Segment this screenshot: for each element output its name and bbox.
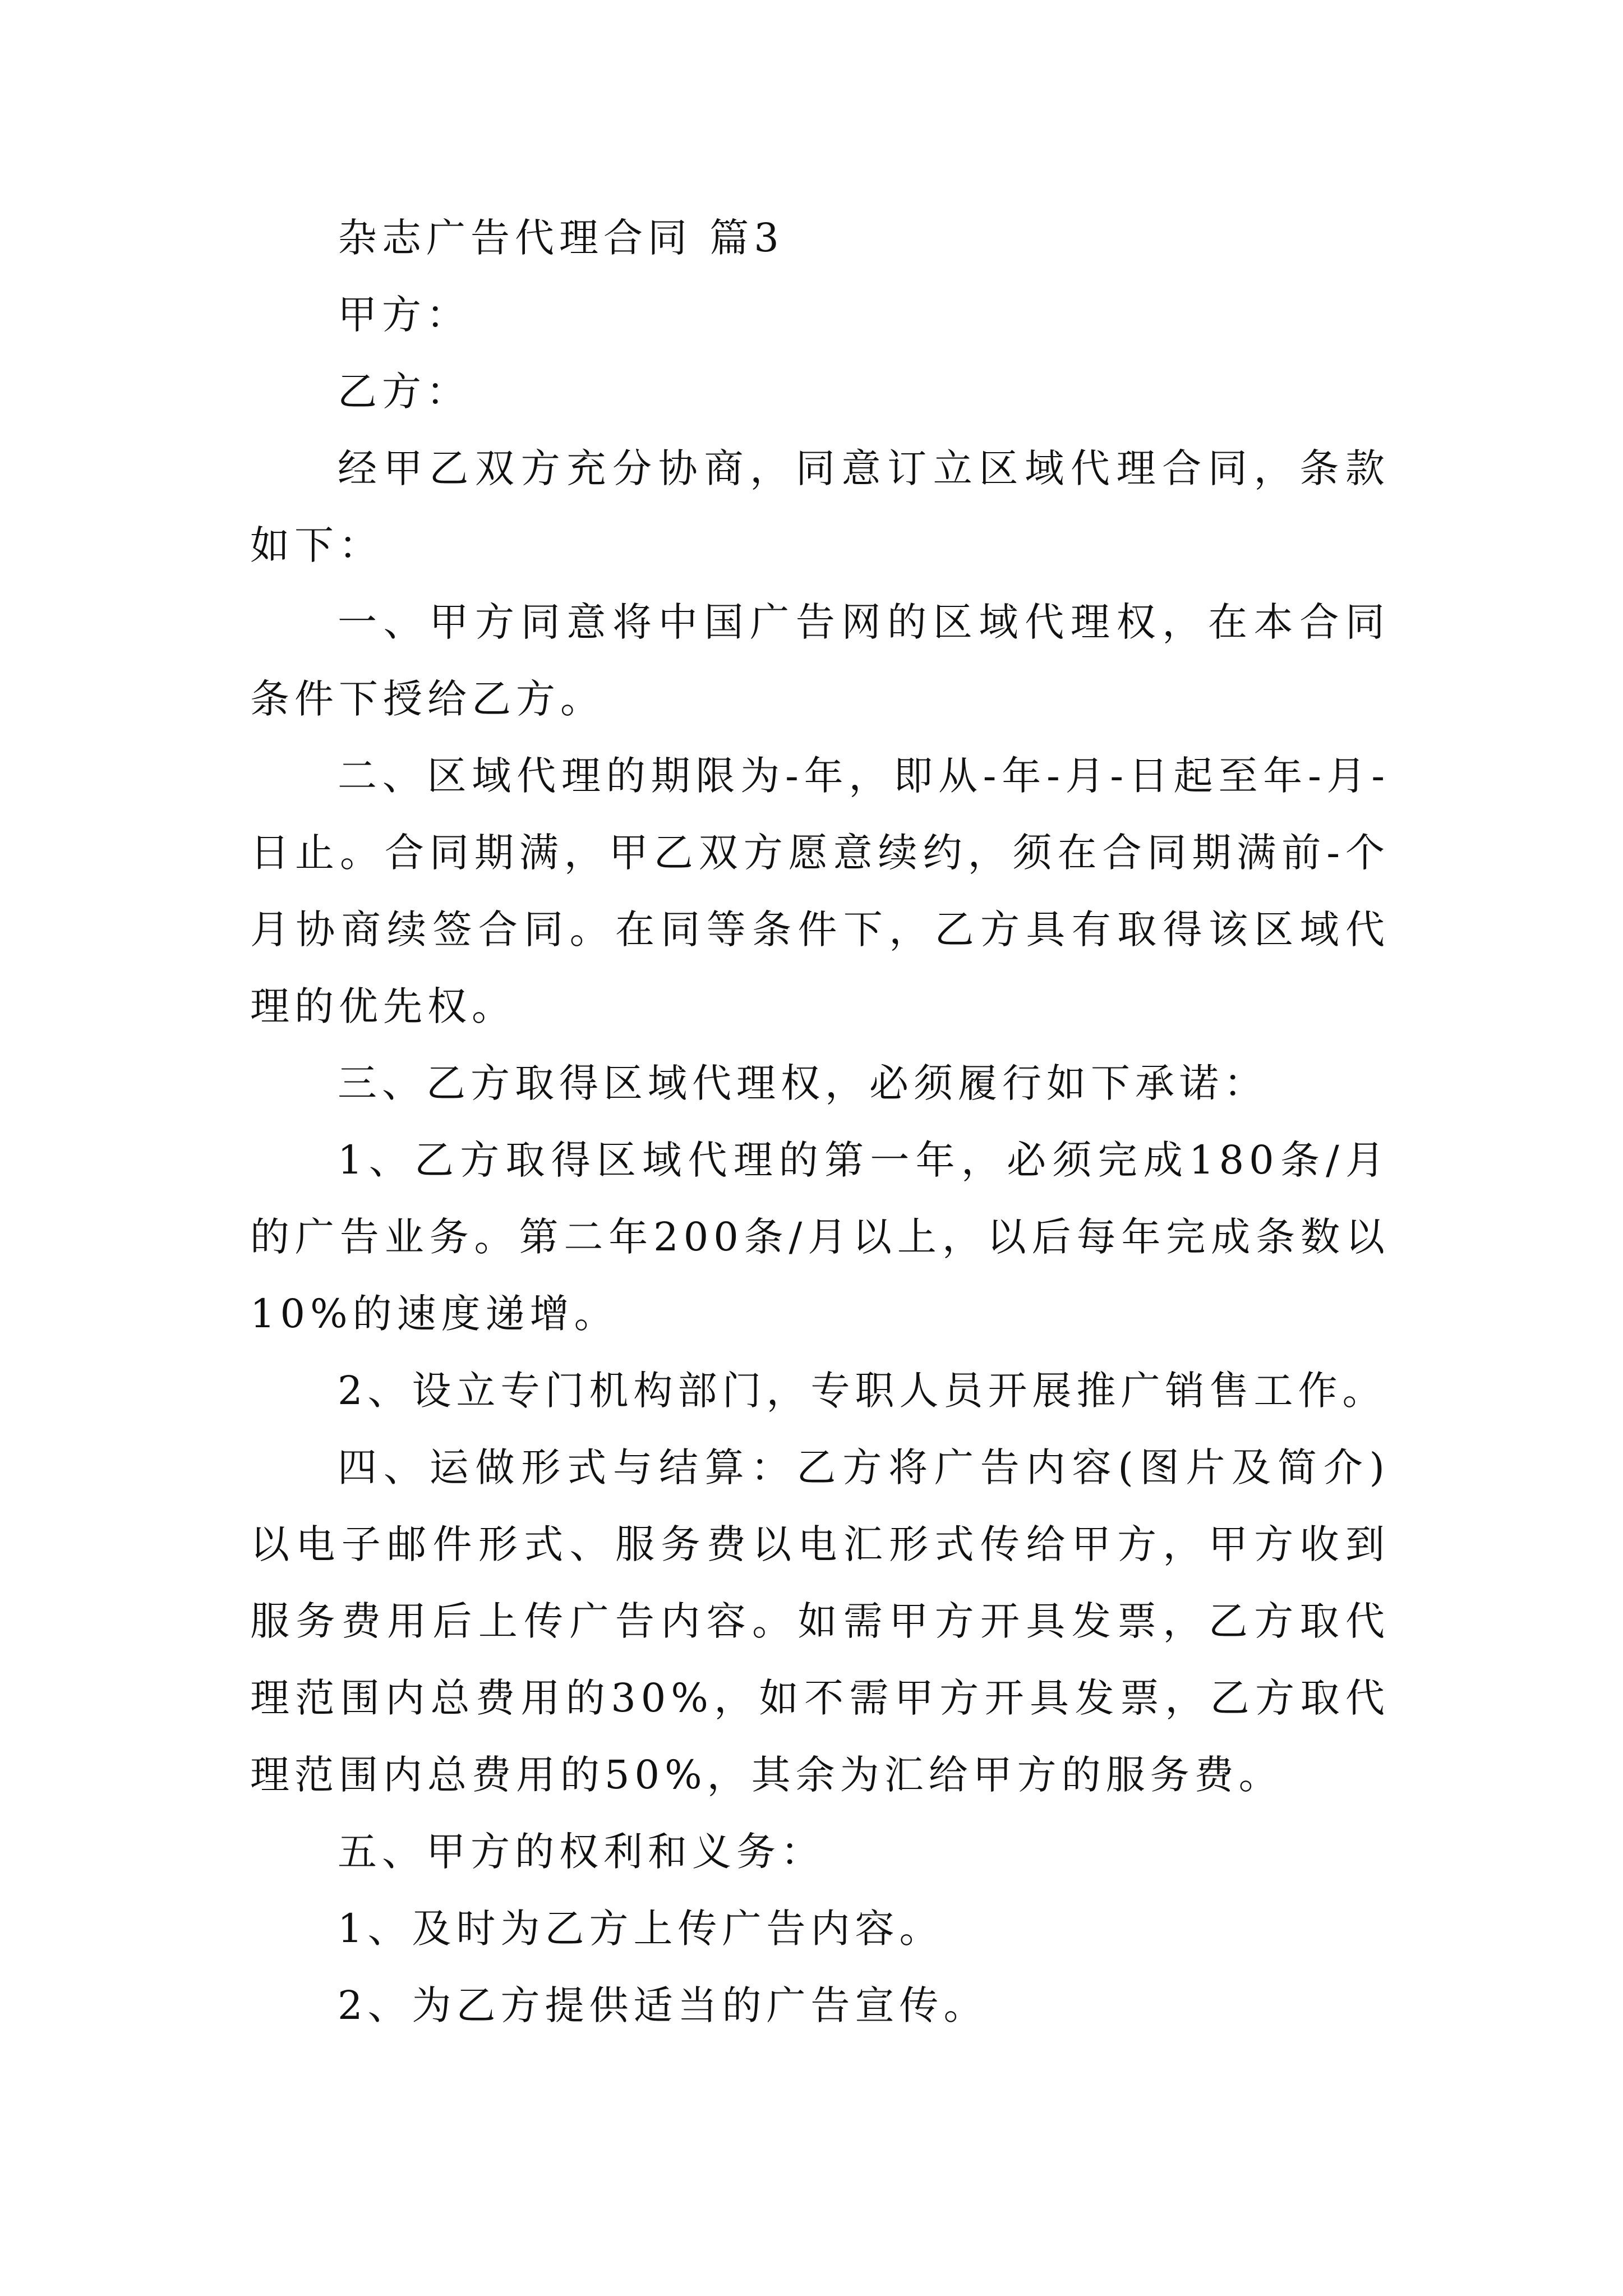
clause-5-item-1: 1、及时为乙方上传广告内容。 [338, 1906, 944, 1952]
clause-1-paragraph: 一、甲方同意将中国广告网的区域代理权，在本合同条件下授给乙方。 [250, 599, 1390, 722]
party-b-line: 乙方： [338, 369, 471, 415]
document-title: 杂志广告代理合同 篇3 [338, 215, 784, 261]
clause-4-paragraph: 四、运做形式与结算：乙方将广告内容(图片及简介)以电子邮件形式、服务费以电汇形式传给甲方，甲方收到服务费用后上传广告内容。如需甲方开具发票，乙方取代理范围内总费用的30%，如不需甲方开具发票，乙方取代理范围内总费用的50%，其余为汇给甲方的服务费。 [250, 1444, 1390, 1798]
party-a-line: 甲方： [338, 292, 471, 338]
preamble-paragraph: 经甲乙双方充分协商，同意订立区域代理合同，条款如下： [250, 445, 1390, 568]
clause-3-item-2: 2、设立专门机构部门，专职人员开展推广销售工作。 [338, 1368, 1387, 1414]
clause-3-item-1: 1、乙方取得区域代理的第一年，必须完成180条/月的广告业务。第二年200条/月以上，以后每年完成条数以10%的速度递增。 [250, 1137, 1390, 1337]
clause-3-heading: 三、乙方取得区域代理权，必须履行如下承诺： [338, 1060, 1268, 1106]
document-body [250, 200, 1390, 2044]
clause-5-heading: 五、甲方的权利和义务： [338, 1829, 825, 1875]
clause-5-item-2: 2、为乙方提供适当的广告宣传。 [338, 1982, 988, 2028]
clause-2-paragraph: 二、区域代理的期限为-年，即从-年-月-日起至年-月-日止。合同期满，甲乙双方愿意续约，须在合同期满前-个月协商续签合同。在同等条件下，乙方具有取得该区域代理的优先权。 [250, 753, 1390, 1029]
